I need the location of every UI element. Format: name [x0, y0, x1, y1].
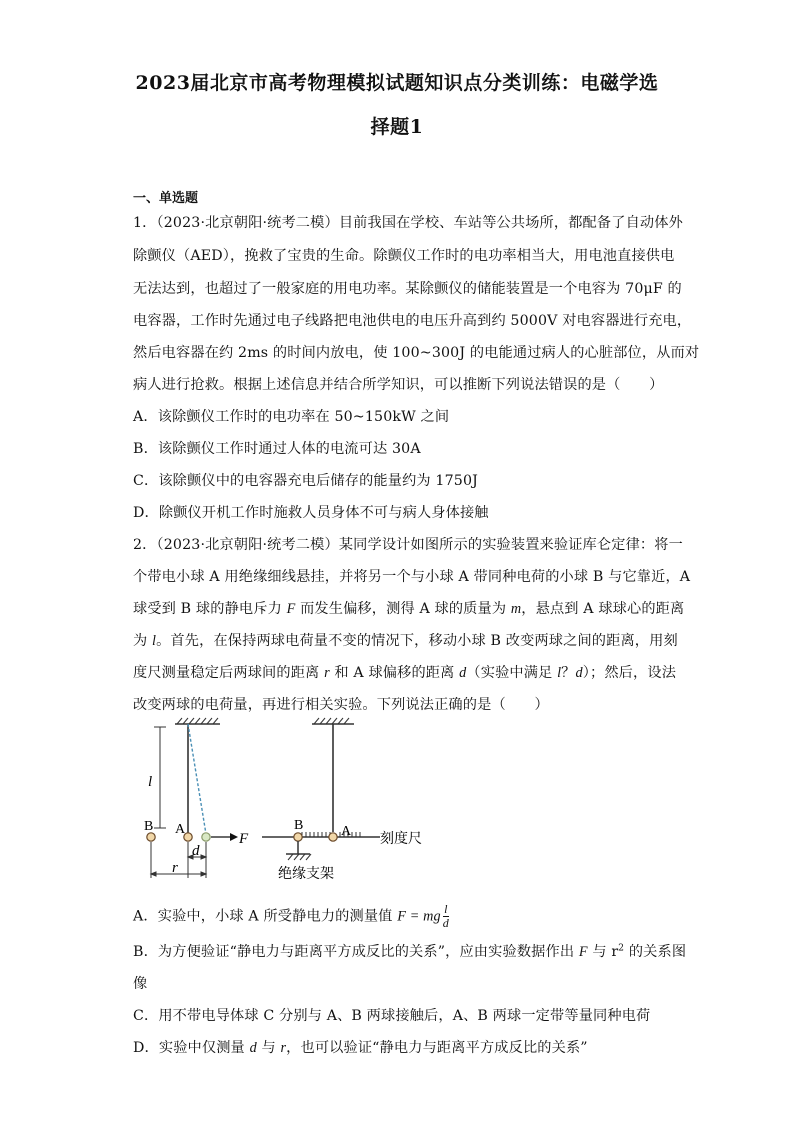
- q2-option-a: A．实验中，小球 A 所受静电力的测量值 F = mg $\frac{l}{d}$: [133, 902, 449, 930]
- right-ball-a: [329, 833, 337, 841]
- label-r: r: [172, 860, 178, 876]
- left-ceiling: [175, 718, 220, 724]
- q2-option-b-line1: B．为方便验证“静电力与距离平方成反比的关系”，应由实验数据作出 F 与 $r^2$ 的关系图: [133, 943, 687, 960]
- label-f: F: [239, 831, 249, 847]
- ruler: [262, 832, 380, 837]
- ball-a-deflected: [202, 833, 210, 841]
- label-a2: A: [341, 824, 352, 839]
- q2-line-3: 球受到 B 球的静电斥力 F 而发生偏移，测得 A 球的质量为 m，悬点到 A 球球心的距离: [133, 601, 685, 617]
- q2-option-b-line2: 像: [133, 976, 148, 992]
- q1-line-2: 除颤仪（AED），挽救了宝贵的生命。除颤仪工作时的电功率相当大，用电池直接供电: [133, 248, 675, 264]
- q2-line-6: 改变两球的电荷量，再进行相关实验。下列说法正确的是（ ）: [133, 697, 549, 713]
- label-a: A: [175, 822, 186, 837]
- q2-line-2: 个带电小球 A 用绝缘细线悬挂，并将另一个与小球 A 带同种电荷的小球 B 与它靠近，A: [133, 569, 691, 585]
- q1-line-4: 电容器，工作时先通过电子线路把电池供电的电压升高到约 5000V 对电容器进行充电，: [133, 313, 692, 329]
- label-l: l: [148, 774, 153, 790]
- q1-line-6: 病人进行抢救。根据上述信息并结合所学知识，可以推断下列说法错误的是（ ）: [133, 377, 664, 393]
- right-ceiling: [312, 718, 354, 724]
- label-b2: B: [294, 818, 304, 833]
- q2-option-c: C．用不带电导体球 C 分别与 A、B 两球接触后，A、B 两球一定带等量同种电荷: [133, 1008, 651, 1024]
- q1-line-3: 无法达到，也超过了一般家庭的用电功率。某除颤仪的储能装置是一个电容为 70μF 的: [133, 281, 682, 297]
- label-d: d: [192, 843, 200, 859]
- fraction-l-over-d: $\frac{l}{d}$: [442, 902, 449, 930]
- label-ruler: 刻度尺: [380, 831, 422, 847]
- q1-option-a: A．该除颤仪工作时的电功率在 50~150kW 之间: [133, 409, 450, 425]
- right-ball-b: [294, 833, 302, 841]
- insulating-stand: [286, 841, 311, 860]
- q1-line-5: 然后电容器在约 2ms 的时间内放电，使 100~300J 的电能通过病人的心脏部位，从而对: [133, 345, 700, 361]
- q2-option-d: D．实验中仅测量 d 与 r，也可以验证“静电力与距离平方成反比的关系”: [133, 1040, 588, 1056]
- q1-option-d: D．除颤仪开机工作时施救人员身体不可与病人身体接触: [133, 505, 489, 521]
- q2-line-5: 度尺测量稳定后两球间的距离 r 和 A 球偏移的距离 d（实验中满足 l？d）；然后，设法: [133, 665, 677, 681]
- deflected-string: [188, 724, 206, 834]
- coulomb-experiment-diagram: [140, 716, 440, 886]
- ball-b: [147, 833, 155, 841]
- q1-option-c: C．该除颤仪中的电容器充电后储存的能量约为 1750J: [133, 473, 478, 489]
- q1-line-1: 1．（2023·北京朝阳·统考二模）目前我国在学校、车站等公共场所，都配备了自动体外: [133, 215, 683, 231]
- label-stand: 绝缘支架: [278, 866, 334, 882]
- q2-line-1: 2．（2023·北京朝阳·统考二模）某同学设计如图所示的实验装置来验证库仑定律：将一: [133, 537, 683, 553]
- q2-line-4: 为 l。首先，在保持两球电荷量不变的情况下，移动小球 B 改变两球之间的距离，用刻: [133, 633, 678, 649]
- document-title-line1: 2023届北京市高考物理模拟试题知识点分类训练：电磁学选: [135, 72, 659, 94]
- document-title-line2: 择题1: [370, 116, 424, 138]
- section-heading: 一、单选题: [133, 191, 199, 206]
- force-arrow: [211, 833, 238, 841]
- length-bracket: [154, 727, 166, 828]
- q1-option-b: B．该除颤仪工作时通过人体的电流可达 30A: [133, 441, 421, 457]
- label-b: B: [144, 819, 154, 834]
